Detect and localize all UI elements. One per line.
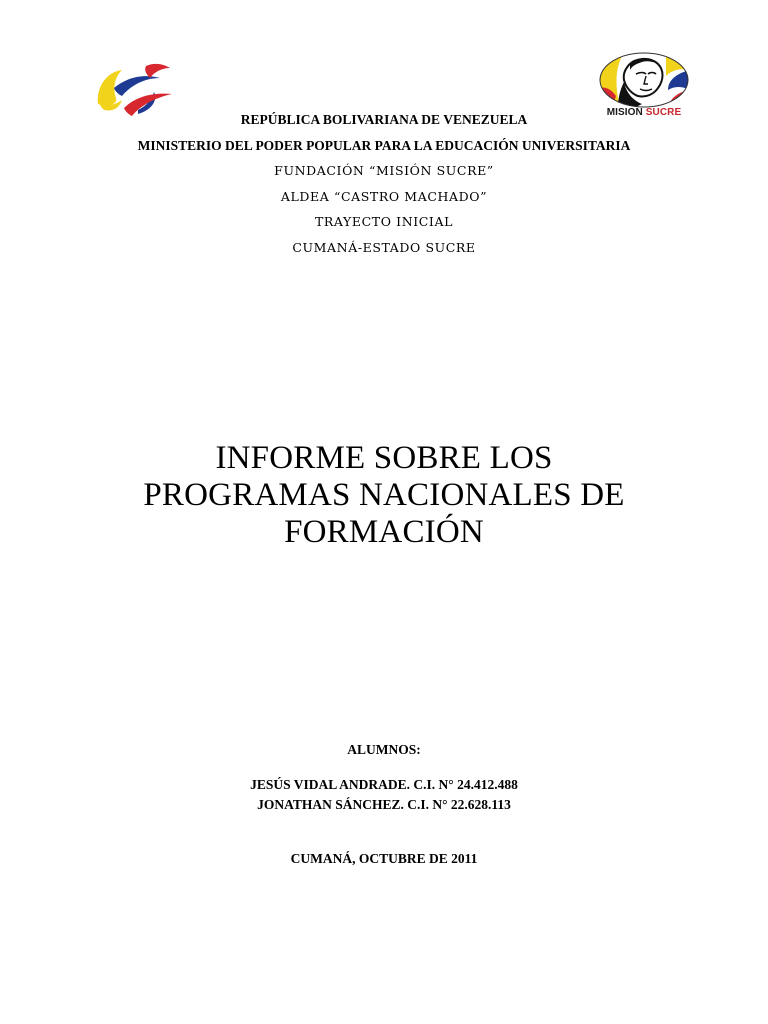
header-line-trayecto: TRAYECTO INICIAL: [314, 214, 453, 229]
document-title: [0, 440, 768, 551]
students-block: [0, 742, 768, 815]
header-line-aldea: ALDEA “CASTRO MACHADO”: [280, 188, 488, 204]
student-name-1: JESÚS VIDAL ANDRADE. C.I. N° 24.412.488: [250, 777, 518, 792]
header-line-republic: REPÚBLICA BOLIVARIANA DE VENEZUELA: [240, 112, 528, 127]
header-line-ministry: MINISTERIO DEL PODER POPULAR PARA LA EDUCACIÓN UNIVERSITARIA: [137, 137, 631, 153]
caption-part-1: MISION: [606, 107, 646, 118]
mision-sucre-emblem-graphic: [598, 52, 690, 108]
institution-header: [0, 107, 768, 260]
header-line-foundation: FUNDACIÓN “MISIÓN SUCRE”: [274, 163, 494, 178]
title-line-3: FORMACIÓN: [284, 514, 484, 550]
title-line-1: INFORME SOBRE LOS: [215, 440, 553, 476]
students-label: ALUMNOS:: [347, 742, 421, 757]
place-date: CUMANÁ, OCTUBRE DE 2011: [290, 851, 478, 866]
student-name-2: JONATHAN SÁNCHEZ. C.I. N° 22.628.113: [257, 797, 511, 812]
caption-part-2: SUCRE: [645, 107, 682, 118]
header-line-location: CUMANÁ-ESTADO SUCRE: [292, 239, 476, 255]
title-line-2: PROGRAMAS NACIONALES DE: [143, 477, 625, 513]
